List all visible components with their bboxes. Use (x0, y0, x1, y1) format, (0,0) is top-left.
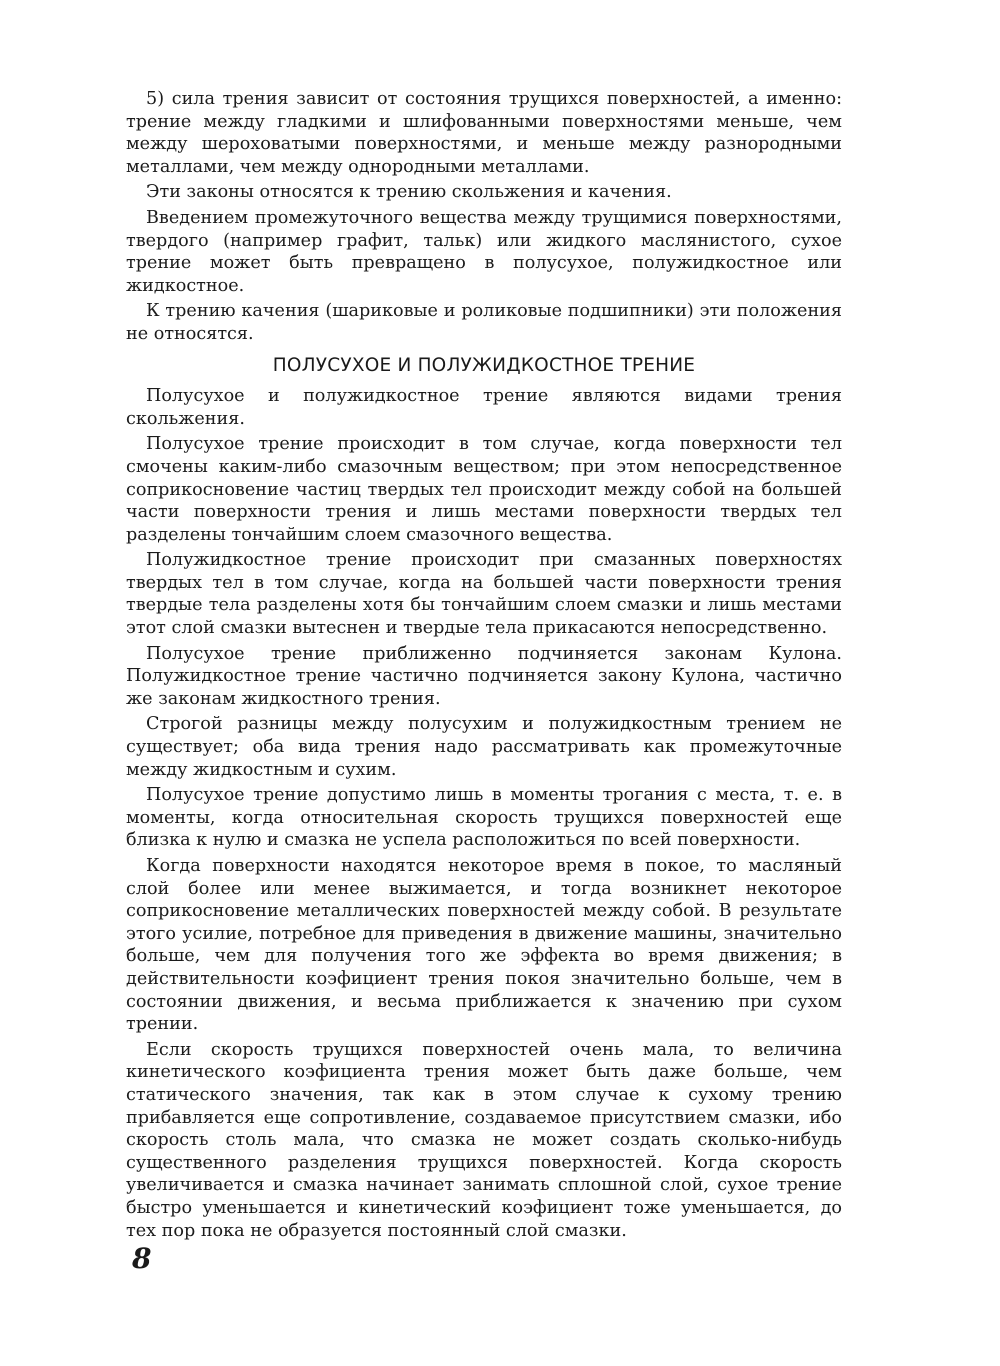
page-body (126, 88, 842, 1245)
paragraph: Полусухое трение происходит в том случае, когда поверхности тел смочены каким-либо смазочным веществом; при этом непосредственное соприкосновение частиц твердых тел происходит между собой на большей части поверхности трения и лишь местами поверхности твердых тел разделены тончайшим слоем смазочного вещества. (126, 434, 842, 545)
paragraph: Полусухое трение допустимо лишь в моменты трогания с места, т. е. в моменты, когда относительная скорость трущихся поверхностей еще близка к нулю и смазка не успела расположиться по всей поверхности. (126, 785, 842, 851)
paragraph: Полусухое трение приближенно подчиняется законам Кулона. Полужидкостное трение частично подчиняется закону Кулона, частично же законам жидкостного трения. (126, 643, 842, 709)
paragraph: К трению качения (шариковые и роликовые подшипники) эти положения не относятся. (126, 301, 842, 344)
paragraph: Эти законы относятся к трению скольжения и качения. (146, 182, 672, 203)
paragraph: 5) сила трения зависит от состояния трущихся поверхностей, а именно: трение между гладкими и шлифованными поверхностями меньше, чем между шероховатыми поверхностями, и меньше между разнородными металлами, чем между однородными металлами. (126, 89, 842, 177)
paragraph: Строгой разницы между полусухим и полужидкостным трением не существует; оба вида трения надо рассматривать как промежуточные между жидкостным и сухим. (126, 714, 842, 780)
paragraph: Полужидкостное трение происходит при смазанных поверхностях твердых тел в том случае, когда на большей части поверхности трения твердые тела разделены хотя бы тончайшим слоем смазки и лишь местами этот слой смазки вытеснен и твердые тела прикасаются непосредственно. (126, 550, 842, 639)
paragraph: Если скорость трущихся поверхностей очень мала, то величина кинетического коэфициента трения может быть даже больше, чем статического значения, так как в этом случае к сухому трению прибавляется еще сопротивление, создаваемое присутствием смазки, ибо скорость столь мала, что смазка не может создать сколько-нибудь существенного разделения трущихся поверхностей. Когда скорость увеличивается и смазка начинает занимать сплошной слой, сухое трение быстро уменьшается и кинетический коэфициент тоже уменьшается, до тех пор пока не образуется постоянный слой смазки. (126, 1039, 842, 1241)
paragraph: Когда поверхности находятся некоторое время в покое, то масляный слой более или менее выжимается, и тогда возникнет некоторое соприкосновение металлических поверхностей между собой. В результате этого усилие, потребное для приведения в движение машины, значительно больше, чем для получения того же эффекта во время движения; в действительности коэфициент трения покоя значительно больше, чем в состоянии движения, и весьма приближается к значению при сухом трении. (126, 856, 842, 1035)
paragraph: Полусухое и полужидкостное трение являются видами трения скольжения. (126, 386, 842, 429)
section-heading: ПОЛУСУХОЕ И ПОЛУЖИДКОСТНОЕ ТРЕНИЕ (272, 354, 696, 376)
page-number: 8 (132, 1242, 152, 1275)
paragraph: Введением промежуточного вещества между трущимися поверхностями, твердого (например графит, тальк) или жидкого маслянистого, сухое трение может быть превращено в полусухое, полужидкостное или жидкостное. (126, 207, 842, 296)
